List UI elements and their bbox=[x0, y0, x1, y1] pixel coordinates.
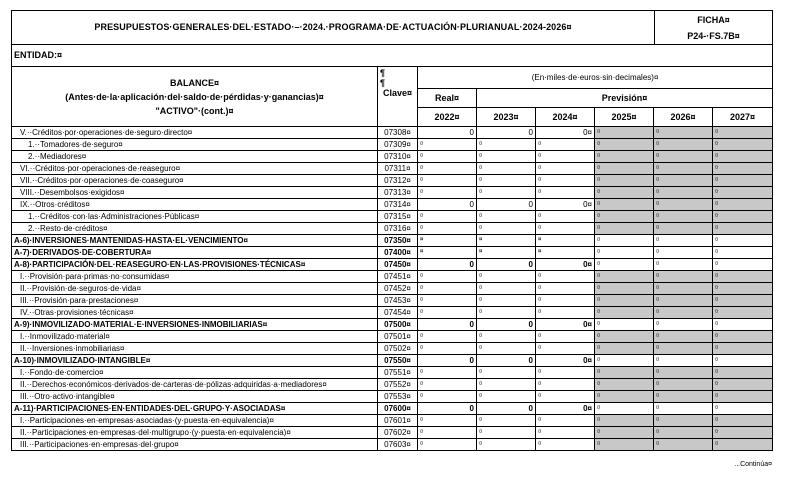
ficha-box bbox=[655, 11, 773, 45]
table-row bbox=[12, 415, 773, 427]
row-label: 2.··Mediadores¤ bbox=[12, 151, 378, 163]
row-label: 2.··Resto·de·créditos¤ bbox=[12, 223, 378, 235]
row-clave: 07315¤ bbox=[378, 211, 418, 223]
row-clave: 07350¤ bbox=[378, 235, 418, 247]
value-cell-2023[interactable]: ¤ bbox=[477, 223, 536, 235]
value-cell-2026[interactable]: ¤ bbox=[654, 403, 713, 415]
value-cell-2025: ¤ bbox=[595, 175, 654, 187]
value-cell-2026: ¤ bbox=[654, 295, 713, 307]
value-cell-2024[interactable]: ¤ bbox=[536, 247, 595, 259]
table-row bbox=[12, 187, 773, 199]
row-label: II.··Participaciones·en·empresas·del·multigrupo·(y·puesta·en·equivalencia)¤ bbox=[12, 427, 378, 439]
value-cell-2027[interactable]: ¤ bbox=[713, 319, 773, 331]
value-cell-2023[interactable]: ¤ bbox=[477, 247, 536, 259]
value-cell-2025: ¤ bbox=[595, 427, 654, 439]
value-cell-2022[interactable]: ¤ bbox=[418, 247, 477, 259]
value-cell-2027: ¤ bbox=[713, 439, 773, 451]
value-cell-2025: ¤ bbox=[595, 307, 654, 319]
value-cell-2022[interactable]: 0 bbox=[418, 403, 477, 415]
value-cell-2025: ¤ bbox=[595, 439, 654, 451]
balance-header bbox=[12, 67, 378, 127]
value-cell-2027: ¤ bbox=[713, 223, 773, 235]
value-cell-2023[interactable]: 0 bbox=[477, 199, 536, 211]
row-clave: 07600¤ bbox=[378, 403, 418, 415]
row-label: 1.··Créditos·con·las·Administraciones·Públicas¤ bbox=[12, 211, 378, 223]
value-cell-2026: ¤ bbox=[654, 175, 713, 187]
value-cell-2022[interactable]: ¤ bbox=[418, 295, 477, 307]
value-cell-2027: ¤ bbox=[713, 163, 773, 175]
table-row bbox=[12, 295, 773, 307]
row-label: VIII.··Desembolsos·exigidos¤ bbox=[12, 187, 378, 199]
table-row bbox=[12, 139, 773, 151]
value-cell-2023[interactable]: ¤ bbox=[477, 187, 536, 199]
value-cell-2027: ¤ bbox=[713, 307, 773, 319]
value-cell-2026: ¤ bbox=[654, 379, 713, 391]
value-cell-2026: ¤ bbox=[654, 307, 713, 319]
value-cell-2022[interactable]: ¤ bbox=[418, 391, 477, 403]
value-cell-2024[interactable]: ¤ bbox=[536, 139, 595, 151]
budget-form bbox=[11, 10, 772, 451]
row-clave: 07451¤ bbox=[378, 271, 418, 283]
value-cell-2026: ¤ bbox=[654, 283, 713, 295]
table-row bbox=[12, 379, 773, 391]
row-label: I.··Inmovilizado·material¤ bbox=[12, 331, 378, 343]
row-clave: 07309¤ bbox=[378, 139, 418, 151]
value-cell-2024[interactable]: ¤ bbox=[536, 427, 595, 439]
value-cell-2026[interactable]: ¤ bbox=[654, 235, 713, 247]
value-cell-2026[interactable]: ¤ bbox=[654, 355, 713, 367]
value-cell-2022[interactable]: ¤ bbox=[418, 427, 477, 439]
value-cell-2022[interactable]: ¤ bbox=[418, 439, 477, 451]
value-cell-2024[interactable]: ¤ bbox=[536, 331, 595, 343]
value-cell-2024[interactable]: 0¤ bbox=[536, 319, 595, 331]
value-cell-2023[interactable]: ¤ bbox=[477, 283, 536, 295]
row-clave: 07603¤ bbox=[378, 439, 418, 451]
row-label: I.··Fondo·de·comercio¤ bbox=[12, 367, 378, 379]
value-cell-2027: ¤ bbox=[713, 271, 773, 283]
value-cell-2025[interactable]: ¤ bbox=[595, 247, 654, 259]
row-clave: 07453¤ bbox=[378, 295, 418, 307]
value-cell-2024[interactable]: ¤ bbox=[536, 367, 595, 379]
row-label: IV.··Otras·provisiones·técnicas¤ bbox=[12, 307, 378, 319]
value-cell-2027: ¤ bbox=[713, 151, 773, 163]
value-cell-2022[interactable]: ¤ bbox=[418, 151, 477, 163]
value-cell-2027: ¤ bbox=[713, 427, 773, 439]
value-cell-2022[interactable]: ¤ bbox=[418, 307, 477, 319]
value-cell-2026: ¤ bbox=[654, 391, 713, 403]
value-cell-2023[interactable]: ¤ bbox=[477, 367, 536, 379]
row-clave: 07454¤ bbox=[378, 307, 418, 319]
value-cell-2022[interactable]: ¤ bbox=[418, 271, 477, 283]
year-header: 2026¤ bbox=[654, 108, 713, 127]
value-cell-2023[interactable]: ¤ bbox=[477, 295, 536, 307]
value-cell-2024[interactable]: ¤ bbox=[536, 343, 595, 355]
ficha-label: FICHA¤ bbox=[697, 14, 730, 25]
table-row bbox=[12, 367, 773, 379]
value-cell-2023[interactable]: ¤ bbox=[477, 439, 536, 451]
value-cell-2026: ¤ bbox=[654, 187, 713, 199]
value-cell-2025: ¤ bbox=[595, 139, 654, 151]
value-cell-2027[interactable]: ¤ bbox=[713, 235, 773, 247]
value-cell-2022[interactable]: ¤ bbox=[418, 139, 477, 151]
value-cell-2026: ¤ bbox=[654, 151, 713, 163]
value-cell-2022[interactable]: ¤ bbox=[418, 175, 477, 187]
pilcrow-mark-2: ¶ bbox=[380, 78, 386, 88]
row-clave: 07553¤ bbox=[378, 391, 418, 403]
value-cell-2027[interactable]: ¤ bbox=[713, 247, 773, 259]
value-cell-2023[interactable]: ¤ bbox=[477, 271, 536, 283]
form-title: PRESUPUESTOS·GENERALES·DEL·ESTADO·–·2024.·PROGRAMA·DE·ACTUACIÓN·PLURIANUAL·2024-2026¤ bbox=[12, 11, 655, 45]
row-label: A-7)·DERIVADOS·DE·COBERTURA¤ bbox=[12, 247, 378, 259]
value-cell-2025: ¤ bbox=[595, 127, 654, 139]
value-cell-2027: ¤ bbox=[713, 139, 773, 151]
table-row bbox=[12, 211, 773, 223]
value-cell-2023[interactable]: 0 bbox=[477, 319, 536, 331]
year-header: 2022¤ bbox=[418, 108, 477, 127]
row-clave: 07400¤ bbox=[378, 247, 418, 259]
value-cell-2022[interactable]: ¤ bbox=[418, 367, 477, 379]
row-label: III.··Provisión·para·prestaciones¤ bbox=[12, 295, 378, 307]
row-label: A-10)·INMOVILIZADO·INTANGIBLE¤ bbox=[12, 355, 378, 367]
row-label: VI.··Créditos·por·operaciones·de·reaseguro¤ bbox=[12, 163, 378, 175]
value-cell-2026: ¤ bbox=[654, 439, 713, 451]
table-row bbox=[12, 343, 773, 355]
value-cell-2022[interactable]: 0 bbox=[418, 127, 477, 139]
value-cell-2024[interactable]: ¤ bbox=[536, 163, 595, 175]
value-cell-2022[interactable]: ¤ bbox=[418, 187, 477, 199]
value-cell-2024[interactable]: ¤ bbox=[536, 283, 595, 295]
value-cell-2022[interactable]: ¤ bbox=[418, 331, 477, 343]
table-row bbox=[12, 307, 773, 319]
table-row bbox=[12, 319, 773, 331]
row-clave: 07500¤ bbox=[378, 319, 418, 331]
row-clave: 07308¤ bbox=[378, 127, 418, 139]
row-clave: 07452¤ bbox=[378, 283, 418, 295]
value-cell-2026[interactable]: ¤ bbox=[654, 259, 713, 271]
row-clave: 07501¤ bbox=[378, 331, 418, 343]
value-cell-2025[interactable]: ¤ bbox=[595, 403, 654, 415]
row-clave: 07311¤ bbox=[378, 163, 418, 175]
value-cell-2024[interactable]: ¤ bbox=[536, 379, 595, 391]
activo-label: "ACTIVO"·(cont.)¤ bbox=[155, 105, 234, 116]
value-cell-2025: ¤ bbox=[595, 163, 654, 175]
value-cell-2025: ¤ bbox=[595, 367, 654, 379]
value-cell-2025: ¤ bbox=[595, 415, 654, 427]
value-cell-2023[interactable]: ¤ bbox=[477, 151, 536, 163]
clave-label: Clave¤ bbox=[382, 88, 413, 98]
value-cell-2025: ¤ bbox=[595, 187, 654, 199]
value-cell-2025: ¤ bbox=[595, 199, 654, 211]
value-cell-2024[interactable]: 0¤ bbox=[536, 199, 595, 211]
value-cell-2025: ¤ bbox=[595, 331, 654, 343]
value-cell-2027: ¤ bbox=[713, 175, 773, 187]
value-cell-2026: ¤ bbox=[654, 367, 713, 379]
value-cell-2024[interactable]: ¤ bbox=[536, 307, 595, 319]
value-cell-2027: ¤ bbox=[713, 187, 773, 199]
table-row bbox=[12, 355, 773, 367]
value-cell-2027[interactable]: ¤ bbox=[713, 259, 773, 271]
value-cell-2022[interactable]: ¤ bbox=[418, 223, 477, 235]
table-row bbox=[12, 259, 773, 271]
value-cell-2022[interactable]: 0 bbox=[418, 259, 477, 271]
header-table bbox=[11, 10, 773, 67]
value-cell-2026: ¤ bbox=[654, 343, 713, 355]
balance-title: BALANCE¤ bbox=[169, 77, 219, 88]
row-label: A-6)·INVERSIONES·MANTENIDAS·HASTA·EL·VENCIMIENTO¤ bbox=[12, 235, 378, 247]
value-cell-2026: ¤ bbox=[654, 211, 713, 223]
value-cell-2025: ¤ bbox=[595, 295, 654, 307]
value-cell-2025: ¤ bbox=[595, 211, 654, 223]
value-cell-2024[interactable]: ¤ bbox=[536, 223, 595, 235]
value-cell-2022[interactable]: ¤ bbox=[418, 163, 477, 175]
value-cell-2023[interactable]: ¤ bbox=[477, 427, 536, 439]
value-cell-2022[interactable]: ¤ bbox=[418, 235, 477, 247]
row-clave: 07552¤ bbox=[378, 379, 418, 391]
value-cell-2023[interactable]: ¤ bbox=[477, 391, 536, 403]
prevision-label: Previsión¤ bbox=[477, 89, 773, 108]
value-cell-2023[interactable]: 0 bbox=[477, 355, 536, 367]
value-cell-2023[interactable]: ¤ bbox=[477, 379, 536, 391]
value-cell-2026: ¤ bbox=[654, 199, 713, 211]
value-cell-2024[interactable]: ¤ bbox=[536, 211, 595, 223]
value-cell-2022[interactable]: ¤ bbox=[418, 343, 477, 355]
value-cell-2025: ¤ bbox=[595, 151, 654, 163]
continua-note: ...Continúa¤ bbox=[734, 461, 772, 468]
value-cell-2023[interactable]: ¤ bbox=[477, 163, 536, 175]
table-row bbox=[12, 199, 773, 211]
value-cell-2024[interactable]: ¤ bbox=[536, 295, 595, 307]
year-header: 2027¤ bbox=[713, 108, 773, 127]
row-clave: 07314¤ bbox=[378, 199, 418, 211]
value-cell-2025: ¤ bbox=[595, 391, 654, 403]
pilcrow-mark: ¶ bbox=[380, 68, 386, 78]
balance-subtitle: (Antes·de·la·aplicación·del·saldo·de·pérdidas·y·ganancias)¤ bbox=[65, 91, 324, 102]
row-label: I.··Provisión·para·primas·no·consumidas¤ bbox=[12, 271, 378, 283]
value-cell-2023[interactable]: ¤ bbox=[477, 415, 536, 427]
value-cell-2023[interactable]: ¤ bbox=[477, 175, 536, 187]
table-row bbox=[12, 175, 773, 187]
value-cell-2027: ¤ bbox=[713, 379, 773, 391]
table-row bbox=[12, 223, 773, 235]
row-label: IX.··Otros·créditos¤ bbox=[12, 199, 378, 211]
value-cell-2023[interactable]: ¤ bbox=[477, 211, 536, 223]
row-clave: 07316¤ bbox=[378, 223, 418, 235]
balance-table bbox=[11, 66, 773, 451]
value-cell-2026: ¤ bbox=[654, 331, 713, 343]
value-cell-2023[interactable]: ¤ bbox=[477, 307, 536, 319]
row-label: II.··Derechos·económicos·derivados·de·carteras·de·pólizas·adquiridas·a·mediadores¤ bbox=[12, 379, 378, 391]
row-label: III.··Otro·activo·intangible¤ bbox=[12, 391, 378, 403]
value-cell-2027: ¤ bbox=[713, 367, 773, 379]
value-cell-2026[interactable]: ¤ bbox=[654, 247, 713, 259]
value-cell-2027: ¤ bbox=[713, 211, 773, 223]
table-row bbox=[12, 247, 773, 259]
value-cell-2027: ¤ bbox=[713, 295, 773, 307]
value-cell-2026: ¤ bbox=[654, 415, 713, 427]
ficha-code: P24-·FS.7B¤ bbox=[687, 30, 740, 41]
value-cell-2027[interactable]: ¤ bbox=[713, 355, 773, 367]
value-cell-2027: ¤ bbox=[713, 199, 773, 211]
row-clave: 07313¤ bbox=[378, 187, 418, 199]
table-row bbox=[12, 163, 773, 175]
row-label: 1.··Tomadores·de·seguro¤ bbox=[12, 139, 378, 151]
units-label: (En·miles·de·euros·sin·decimales)¤ bbox=[418, 67, 773, 89]
row-label: I.··Participaciones·en·empresas·asociadas·(y·puesta·en·equivalencia)¤ bbox=[12, 415, 378, 427]
table-row bbox=[12, 427, 773, 439]
year-header: 2025¤ bbox=[595, 108, 654, 127]
row-clave: 07310¤ bbox=[378, 151, 418, 163]
value-cell-2026: ¤ bbox=[654, 271, 713, 283]
value-cell-2027: ¤ bbox=[713, 283, 773, 295]
row-label: III.··Participaciones·en·empresas·del·grupo¤ bbox=[12, 439, 378, 451]
clave-header bbox=[378, 67, 418, 127]
value-cell-2024[interactable]: ¤ bbox=[536, 271, 595, 283]
value-cell-2026: ¤ bbox=[654, 427, 713, 439]
value-cell-2024[interactable]: ¤ bbox=[536, 439, 595, 451]
real-label: Real¤ bbox=[418, 89, 477, 108]
value-cell-2024[interactable]: ¤ bbox=[536, 235, 595, 247]
value-cell-2023[interactable]: ¤ bbox=[477, 343, 536, 355]
value-cell-2024[interactable]: 0¤ bbox=[536, 355, 595, 367]
value-cell-2023[interactable]: ¤ bbox=[477, 331, 536, 343]
entidad-label[interactable]: ENTIDAD:¤ bbox=[12, 45, 773, 67]
value-cell-2024[interactable]: ¤ bbox=[536, 391, 595, 403]
row-label: VII.··Créditos·por·operaciones·de·coaseguro¤ bbox=[12, 175, 378, 187]
value-cell-2024[interactable]: ¤ bbox=[536, 175, 595, 187]
value-cell-2023[interactable]: ¤ bbox=[477, 139, 536, 151]
value-cell-2025: ¤ bbox=[595, 283, 654, 295]
row-label: V.··Créditos·por·operaciones·de·seguro·directo¤ bbox=[12, 127, 378, 139]
year-header: 2023¤ bbox=[477, 108, 536, 127]
value-cell-2022[interactable]: ¤ bbox=[418, 379, 477, 391]
value-cell-2023[interactable]: 0 bbox=[477, 259, 536, 271]
value-cell-2024[interactable]: ¤ bbox=[536, 187, 595, 199]
row-clave: 07602¤ bbox=[378, 427, 418, 439]
row-label: A-9)·INMOVILIZADO·MATERIAL·E·INVERSIONES·INMOBILIARIAS¤ bbox=[12, 319, 378, 331]
value-cell-2026: ¤ bbox=[654, 139, 713, 151]
value-cell-2025: ¤ bbox=[595, 379, 654, 391]
value-cell-2026[interactable]: ¤ bbox=[654, 319, 713, 331]
row-clave: 07601¤ bbox=[378, 415, 418, 427]
table-row bbox=[12, 127, 773, 139]
value-cell-2026: ¤ bbox=[654, 127, 713, 139]
value-cell-2027: ¤ bbox=[713, 343, 773, 355]
value-cell-2022[interactable]: 0 bbox=[418, 199, 477, 211]
value-cell-2022[interactable]: ¤ bbox=[418, 415, 477, 427]
value-cell-2024[interactable]: 0¤ bbox=[536, 127, 595, 139]
value-cell-2025: ¤ bbox=[595, 271, 654, 283]
row-clave: 07312¤ bbox=[378, 175, 418, 187]
value-cell-2024[interactable]: ¤ bbox=[536, 415, 595, 427]
table-row bbox=[12, 271, 773, 283]
row-clave: 07502¤ bbox=[378, 343, 418, 355]
value-cell-2027: ¤ bbox=[713, 127, 773, 139]
value-cell-2023[interactable]: 0 bbox=[477, 403, 536, 415]
value-cell-2022[interactable]: 0 bbox=[418, 319, 477, 331]
value-cell-2025[interactable]: ¤ bbox=[595, 235, 654, 247]
value-cell-2023[interactable]: ¤ bbox=[477, 235, 536, 247]
row-clave: 07550¤ bbox=[378, 355, 418, 367]
value-cell-2025[interactable]: ¤ bbox=[595, 319, 654, 331]
value-cell-2023[interactable]: 0 bbox=[477, 127, 536, 139]
table-row bbox=[12, 283, 773, 295]
value-cell-2024[interactable]: 0¤ bbox=[536, 403, 595, 415]
value-cell-2025[interactable]: ¤ bbox=[595, 259, 654, 271]
value-cell-2024[interactable]: 0¤ bbox=[536, 259, 595, 271]
value-cell-2024[interactable]: ¤ bbox=[536, 151, 595, 163]
row-label: A-11)·PARTICIPACIONES·EN·ENTIDADES·DEL·GRUPO·Y·ASOCIADAS¤ bbox=[12, 403, 378, 415]
table-row bbox=[12, 331, 773, 343]
value-cell-2027: ¤ bbox=[713, 331, 773, 343]
row-label: II.··Provisión·de·seguros·de·vida¤ bbox=[12, 283, 378, 295]
value-cell-2025: ¤ bbox=[595, 343, 654, 355]
table-row bbox=[12, 439, 773, 451]
row-clave: 07551¤ bbox=[378, 367, 418, 379]
table-row bbox=[12, 151, 773, 163]
year-header: 2024¤ bbox=[536, 108, 595, 127]
value-cell-2027[interactable]: ¤ bbox=[713, 403, 773, 415]
row-label: II.··Inversiones·inmobiliarias¤ bbox=[12, 343, 378, 355]
value-cell-2022[interactable]: ¤ bbox=[418, 211, 477, 223]
table-row bbox=[12, 403, 773, 415]
row-clave: 07450¤ bbox=[378, 259, 418, 271]
value-cell-2026: ¤ bbox=[654, 223, 713, 235]
value-cell-2027: ¤ bbox=[713, 391, 773, 403]
row-label: A-8)·PARTICIPACIÓN·DEL·REASEGURO·EN·LAS·PROVISIONES·TÉCNICAS¤ bbox=[12, 259, 378, 271]
value-cell-2022[interactable]: 0 bbox=[418, 355, 477, 367]
value-cell-2027: ¤ bbox=[713, 415, 773, 427]
value-cell-2025[interactable]: ¤ bbox=[595, 355, 654, 367]
value-cell-2025: ¤ bbox=[595, 223, 654, 235]
table-row bbox=[12, 391, 773, 403]
value-cell-2026: ¤ bbox=[654, 163, 713, 175]
table-row bbox=[12, 235, 773, 247]
value-cell-2022[interactable]: ¤ bbox=[418, 283, 477, 295]
